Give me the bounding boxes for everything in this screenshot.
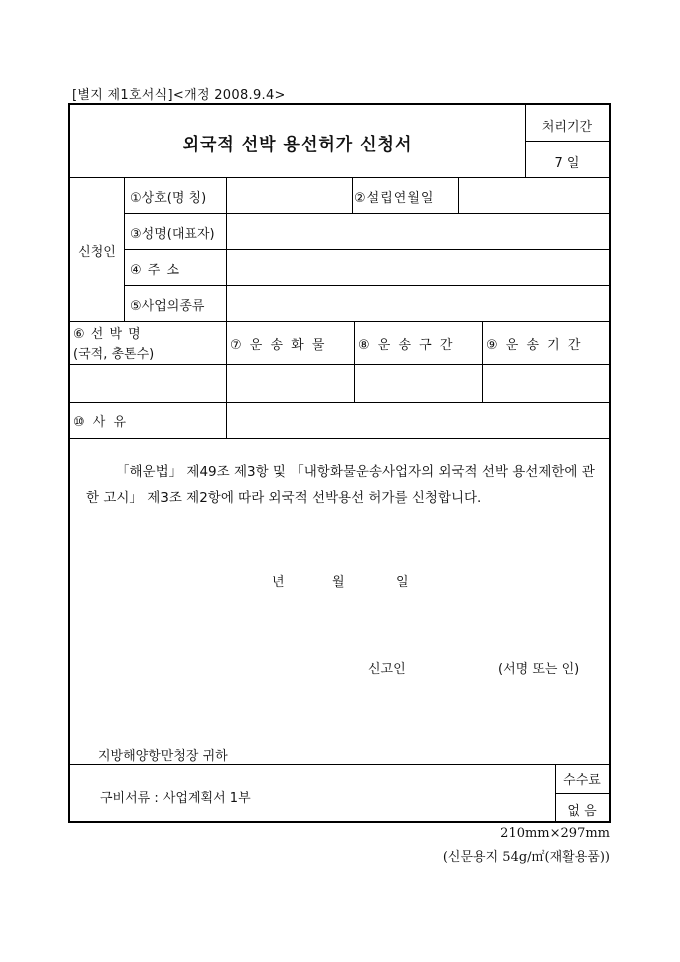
application-form xyxy=(68,103,611,823)
address-label: ④ 주 소 xyxy=(130,263,181,278)
cargo-label: ⑦ 운 송 화 물 xyxy=(230,338,327,353)
established-date-label: ②설립연월일 xyxy=(354,191,435,206)
fee-label: 수수료 xyxy=(563,773,601,788)
date-year: 년 xyxy=(272,575,285,590)
required-documents: 구비서류 : 사업계획서 1부 xyxy=(100,791,251,806)
signer-label: 신고인 xyxy=(368,662,406,677)
period-label: ⑨ 운 송 기 간 xyxy=(486,338,583,353)
representative-label: ③성명(대표자) xyxy=(130,227,215,242)
processing-period-label: 처리기간 xyxy=(541,120,593,135)
company-name-field[interactable] xyxy=(227,178,352,213)
applicant-section-label: 신청인 xyxy=(78,245,116,260)
company-name-label: ①상호(명 칭) xyxy=(130,191,207,206)
period-field[interactable] xyxy=(483,365,609,402)
paper-size: 210mm×297mm xyxy=(500,826,610,841)
date-month: 월 xyxy=(332,575,345,590)
cargo-field[interactable] xyxy=(227,365,354,402)
business-type-label: ⑤사업의종류 xyxy=(130,299,205,314)
recipient: 지방해양항만청장 귀하 xyxy=(98,749,228,764)
reason-field[interactable] xyxy=(227,403,609,438)
processing-period-value: 7 일 xyxy=(554,156,580,171)
vessel-name-label: ⑥ 선 박 명 xyxy=(73,327,142,342)
route-field[interactable] xyxy=(355,365,482,402)
reason-label: ⑩ 사 유 xyxy=(73,415,129,430)
address-field[interactable] xyxy=(227,250,609,285)
representative-field[interactable] xyxy=(227,214,609,249)
vessel-name-sublabel: (국적, 총톤수) xyxy=(73,347,155,362)
vessel-name-field[interactable] xyxy=(70,365,226,402)
date-day: 일 xyxy=(396,575,409,590)
established-date-field[interactable] xyxy=(459,178,609,213)
application-statement: 「해운법」 제49조 제3항 및 「내항화물운송사업자의 외국적 선박 용선제한에 관한 고시」 제3조 제2항에 따라 외국적 선박용선 허가를 신청합니다. xyxy=(86,464,595,506)
fee-value: 없 음 xyxy=(567,804,597,819)
form-title: 외국적 선박 용선허가 신청서 xyxy=(182,135,413,155)
signature-note: (서명 또는 인) xyxy=(498,662,580,677)
form-number-header: [별지 제1호서식]<개정 2008.9.4> xyxy=(72,88,286,103)
paper-type: (신문용지 54g/㎡(재활용품)) xyxy=(442,850,610,865)
route-label: ⑧ 운 송 구 간 xyxy=(358,338,455,353)
business-type-field[interactable] xyxy=(227,286,609,321)
